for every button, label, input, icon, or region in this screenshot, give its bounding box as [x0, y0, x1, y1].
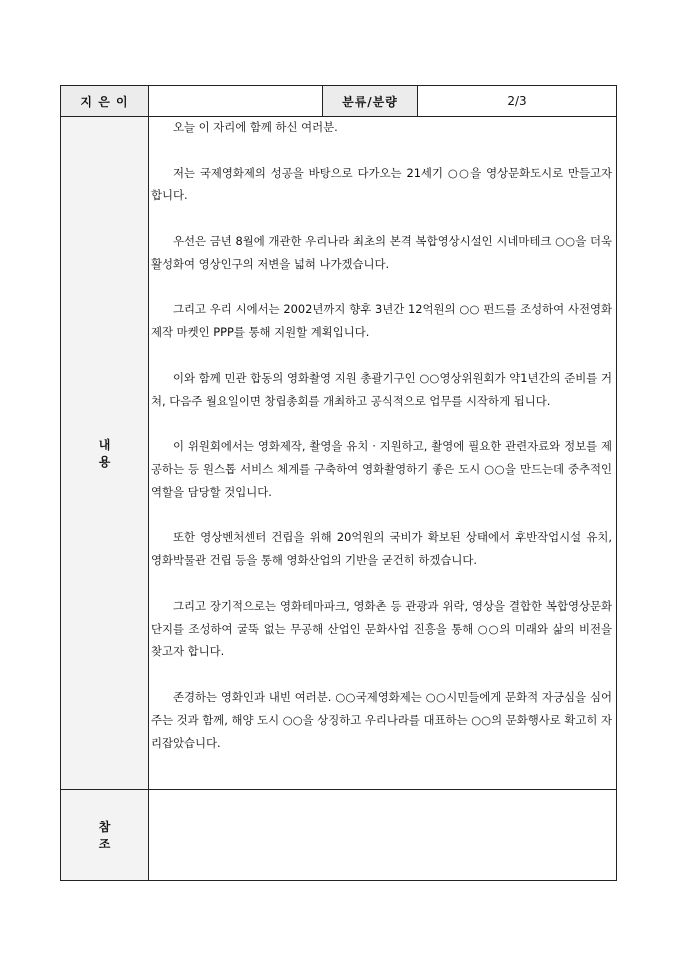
paragraph: 그리고 장기적으로는 영화테마파크, 영화촌 등 관광과 위락, 영상을 결합한 복합영상문화단지를 조성하여 굴뚝 없는 무공해 산업인 문화사업 진흥을 통해 ○○의 미래와 삶의 비전을 찾고자 합니다.	[151, 598, 612, 659]
paragraph: 저는 국제영화제의 성공을 바탕으로 다가오는 21세기 ○○을 영상문화도시로 만들고자 합니다.	[151, 165, 612, 203]
content-body	[149, 117, 617, 790]
author-label: 지 은 이	[61, 86, 149, 117]
content-row	[61, 117, 617, 790]
author-value	[149, 86, 323, 117]
category-value: 2/3	[418, 86, 617, 117]
reference-row	[61, 790, 617, 881]
paragraph: 이 위원회에서는 영화제작, 촬영을 유치 · 지원하고, 촬영에 필요한 관련자료와 정보를 제공하는 등 원스톱 서비스 체계를 구축하여 영화촬영하기 좋은 도시 ○○을 만드는데 중추적인 역할을 담당할 것입니다.	[151, 439, 612, 499]
paragraph: 오늘 이 자리에 함께 하신 여러분.	[173, 120, 338, 134]
category-label: 분류/분량	[323, 86, 418, 117]
paragraph: 그리고 우리 시에서는 2002년까지 향후 3년간 12억원의 ○○ 펀드를 조성하여 사전영화제작 마켓인 PPP를 통해 지원할 계획입니다.	[151, 302, 612, 340]
content-label: 내 용	[61, 117, 149, 790]
paragraph: 존경하는 영화인과 내빈 여러분. ○○국제영화제는 ○○시민들에게 문화적 자긍심을 심어주는 것과 함께, 해양 도시 ○○을 상징하고 우리나라를 대표하는 ○○의 문화행사로 확고히 자리잡았습니다.	[151, 689, 612, 750]
reference-label: 참 조	[61, 790, 149, 881]
speech-form-table	[60, 85, 617, 881]
paragraph: 또한 영상벤처센터 건립을 위해 20억원의 국비가 확보된 상태에서 후반작업시설 유치, 영화박물관 건립 등을 통해 영화산업의 기반을 굳건히 하겠습니다.	[151, 530, 612, 568]
paragraph: 이와 함께 민관 합동의 영화촬영 지원 총괄기구인 ○○영상위원회가 약1년간의 준비를 거쳐, 다음주 월요일이면 창립총회를 개최하고 공식적으로 업무를 시작하게 됩니다.	[151, 370, 612, 408]
paragraph: 우선은 금년 8월에 개관한 우리나라 최초의 본격 복합영상시설인 시네마테크 ○○을 더욱 활성화여 영상인구의 저변을 넓혀 나가겠습니다.	[151, 233, 612, 271]
header-row	[61, 86, 617, 117]
reference-value	[149, 790, 617, 881]
